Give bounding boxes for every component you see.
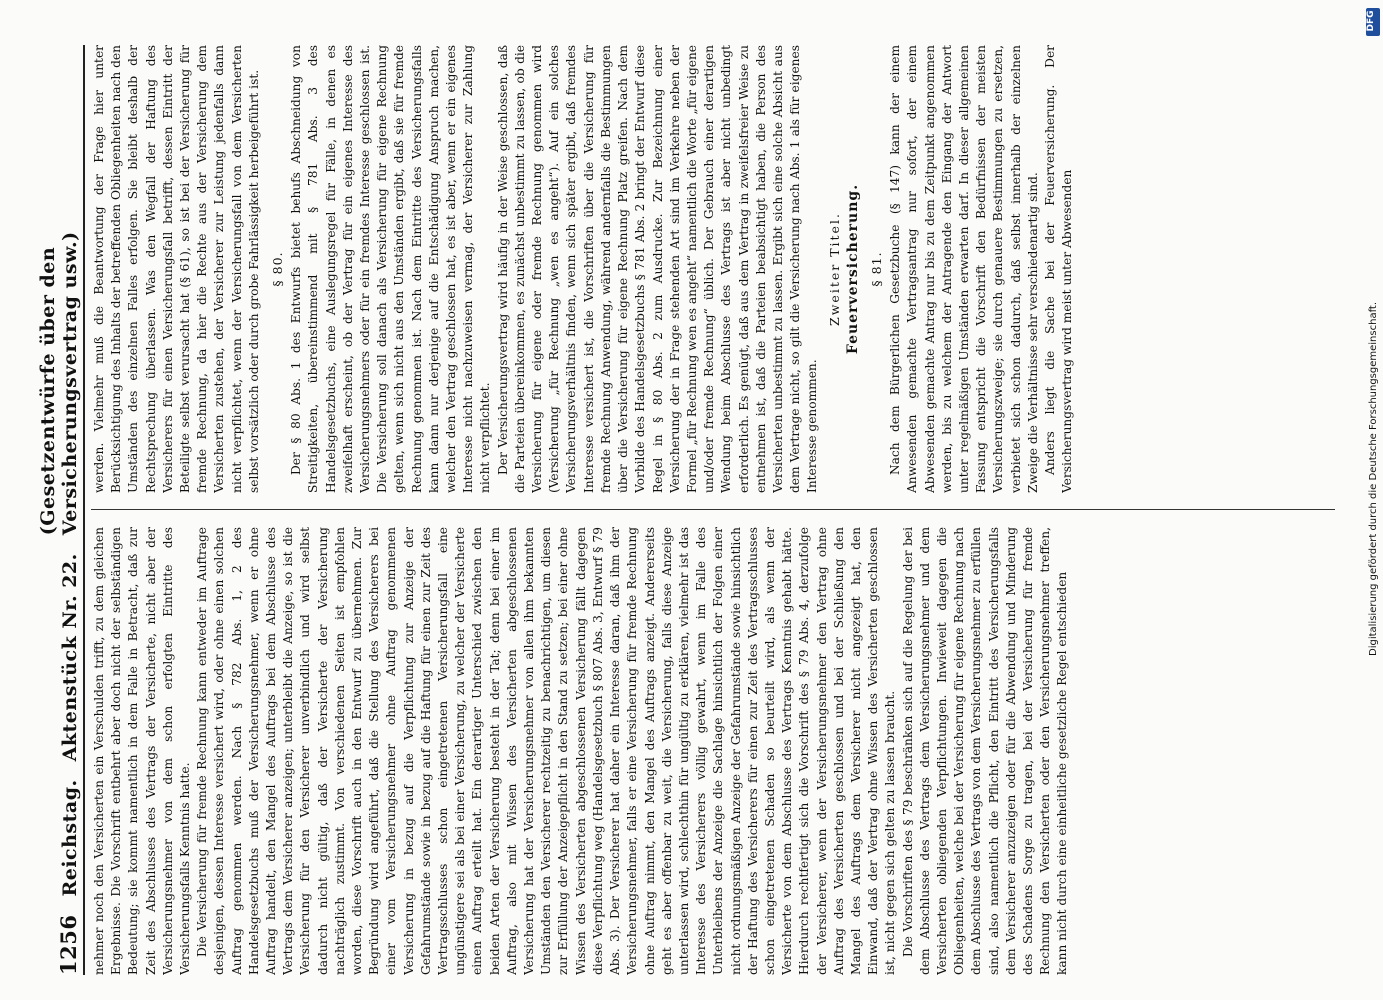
right-paragraph: Der § 80 Abs. 1 des Entwurfs bietet behufs Abschneidung von Streitigkeiten, übereinstimmend mit § 781 Abs. 3 des Handelsgesetzbuchs, eine Auslegungsregel für Fälle, in denen es zweifelhaft erscheint, ob der Vertrag für ein eigenes Interesse des Versicherungsnehmers oder für ein fremdes Interesse geschlossen ist. Die Versicherung soll danach als Versicherung für eigene Rechnung gelten, wenn sich nicht aus den Umständen ergibt, daß sie für fremde Rechnung genommen ist. Nach dem Eintritte des Versicherungsfalls kann dann nur derjenige auf die Entschädigung Anspruch machen, welcher den Vertrag geschlossen hat, es ist aber, wenn er ein eigenes Interesse nicht nachzuweisen vermag, der Versicherer zur Zahlung nicht verpflichtet. [289, 45, 493, 493]
left-paragraph: nehmer noch den Versicherten ein Verschulden trifft, zu dem gleichen Ergebnisse. Die Vorschrift entbehrt aber doch nicht der selbständigen Bedeutung; sie kommt namentlich in dem Falle in Betracht, daß zur Zeit des Abschlusses des Vertrags der Versicherte, nicht aber der Versicherungsnehmer von dem schon erfolgten Eintritte des Versicherungsfalls Kenntnis hatte. [92, 527, 193, 975]
sidebar-credit [1366, 8, 1382, 1000]
left-paragraph: Die Versicherung für fremde Rechnung kann entweder im Auftrage desjenigen, dessen Interesse versichert wird, oder ohne einen solchen Auftrag genommen werden. Nach § 782 Abs. 1, 2 des Handelsgesetzbuchs muß der Versicherungsnehmer, wenn er ohne Auftrag handelt, den Mangel des Auftrags bei dem Abschlusse des Vertrags dem Versicherer anzeigen; unterbleibt die Anzeige, so ist die Versicherung für den Versicherer unverbindlich und wird selbst dadurch nicht gültig, daß der Versicherte der Versicherung nachträglich zustimmt. Von verschiedenen Seiten ist empfohlen worden, diese Vorschrift auch in den Entwurf zu übernehmen. Zur Begründung wird angeführt, daß die Stellung des Versicherers bei einer vom Versicherungsnehmer ohne Auftrag genommenen Versicherung in bezug auf die Verpflichtung zur Anzeige der Gefahrumstände sowie in bezug auf die Haftung für einen zur Zeit des Vertragsschlusses schon eingetretenen Versicherungsfall eine ungünstigere sei als bei einer Versicherung, zu welcher der Versicherte einen Auftrag erteilt hat. Ein derartiger Unterschied zwischen den beiden Arten der Versicherung besteht in der Tat; denn bei einer im Auftrag, also mit Wissen des Versicherten abgeschlossenen Versicherung hat der Versicherungsnehmer von allen ihm bekannten Umständen den Versicherer rechtzeitig zu benachrichtigen, um diesen zur Erfüllung der Anzeigepflicht in den Stand zu setzen; bei einer ohne Wissen des Versicherten abgeschlossenen Versicherung fällt dagegen diese Verpflichtung weg (Handelsgesetzbuch § 807 Abs. 3, Entwurf § 79 Abs. 3). Der Versicherer hat daher ein Interesse daran, daß ihm der Versicherungsnehmer, falls er eine Versicherung für fremde Rechnung ohne Auftrag nimmt, den Mangel des Auftrags anzeigt. Andererseits geht es aber offenbar zu weit, die Versicherung, falls diese Anzeige unterlassen wird, schlechthin für ungültig zu erklären, vielmehr ist das Interesse des Versicherers völlig gewahrt, wenn im Falle des Unterbleibens der Anzeige die Sachlage hinsichtlich der Folgen einer nicht ordnungsmäßigen Anzeige der Gefahrumstände sowie hinsichtlich der Haftung des Versicherers für einen zur Zeit des Vertragsschlusses schon eingetretenen Schaden so beurteilt wird, als wenn der Versicherte von dem Abschlusse des Vertrags Kenntnis gehabt hätte. Hierdurch rechtfertigt sich die Vorschrift des § 79 Abs. 4, derzufolge der Versicherer, wenn der Versicherungsnehmer den Vertrag ohne Auftrag des Versicherten geschlossen und bei der Schließung den Mangel des Auftrags dem Versicherer nicht angezeigt hat, den Einwand, daß der Vertrag ohne Wissen des Versicherten geschlossen ist, nicht gegen sich gelten zu lassen braucht. [195, 527, 898, 975]
section-heading-81: § 81. [868, 251, 884, 287]
rotated-page-content [37, 45, 1335, 975]
left-column [91, 527, 1335, 975]
dfg-logo: DFG [1366, 8, 1380, 36]
page-number: 1256 [56, 914, 81, 975]
right-column [91, 45, 1335, 493]
header-rule [83, 45, 85, 975]
page-header [37, 45, 81, 975]
right-paragraph: Anders liegt die Sache bei der Feuerversicherung. Der Versicherungsvertrag wird meist unter Abwesenden [1042, 45, 1075, 493]
header-document: Aktenstück Nr. 22. [59, 553, 81, 762]
right-paragraph: werden. Vielmehr muß die Beantwortung der Frage hier unter Berücksichtigung des Inhalts der betreffenden Obliegenheiten nach den Umständen des einzelnen Falles erfolgen. Sie bleibt deshalb der Rechtsprechung überlassen. Was den Wegfall der Haftung des Versicherers für einen Versicherungsfall betrifft, dessen Eintritt der Beteiligte selbst verursacht hat (§ 61), so ist bei der Versicherung für fremde Rechnung, da hier die Rechte aus der Versicherung dem Versicherten zustehen, der Versicherer zur Leistung jedenfalls dann nicht verpflichtet, wenn der Versicherungsfall von dem Versicherten selbst vorsätzlich oder durch grobe Fahrlässigkeit herbeigeführt ist. [92, 45, 261, 493]
section-heading-80: § 80. [270, 251, 286, 287]
header-body: Reichstag. [59, 779, 81, 897]
title-subject: Feuerversicherung. [844, 183, 861, 355]
title-heading: Zweiter Titel. [826, 212, 842, 326]
column-separator [91, 509, 1335, 510]
right-paragraph: Nach dem Bürgerlichen Gesetzbuche (§ 147) kann der einem Anwesenden gemachte Vertragsantrag nur sofort, der einem Abwesenden gemachte Antrag nur bis zu dem Zeitpunkt angenommen werden, bis zu welchem der Antragende den Eingang der Antwort unter regelmäßigen Umständen erwarten darf. In dieser allgemeinen Fassung entspricht die Vorschrift den Bedürfnissen der meisten Versicherungszweige; sie durch genauere Bestimmungen zu ersetzen, verbietet sich schon dadurch, daß selbst innerhalb der einzelnen Zweige die Verhältnisse sehr verschiedenartig sind. [888, 45, 1040, 493]
right-paragraph: Der Versicherungsvertrag wird häufig in der Weise geschlossen, daß die Parteien übereinkommen, es zunächst unbestimmt zu lassen, ob die Versicherung für eigene oder fremde Rechnung genommen wird (Versicherung „für Rechnung „wen es angeht“). Auf ein solches Versicherungsverhältnis finden, wenn sich später ergibt, daß fremdes Interesse versichert ist, die Vorschriften über die Versicherung für fremde Rechnung Anwendung, während andernfalls die Bestimmungen über die Versicherung für eigene Rechnung Platz greifen. Nach dem Vorbilde des Handelsgesetzbuchs § 781 Abs. 2 bringt der Entwurf diese Regel in § 80 Abs. 2 zum Ausdrucke. Zur Bezeichnung einer Versicherung der in Frage stehenden Art sind im Verkehre neben der Formel „für Rechnung wen es angeht“ namentlich die Worte „für eigene und/oder fremde Rechnung“ üblich. Der Gebrauch einer derartigen Wendung beim Abschlusse des Vertrags ist aber nicht unbedingt erforderlich. Es genügt, daß aus dem Vertrag in zweifelsfreier Weise zu entnehmen ist, daß die Parteien beabsichtigt haben, die Person des Versicherten unbestimmt zu lassen. Ergibt sich eine solche Absicht aus dem Vertrage nicht, so gilt die Versicherung nach Abs. 1 als für eigenes Interesse genommen. [495, 45, 820, 493]
header-topic: (Gesetzentwürfe über den Versicherungsvertrag usw.) [37, 231, 81, 536]
credit-text: Digitalisierung gefördert durch die Deutsche Forschungsgemeinschaft. [1368, 301, 1379, 656]
left-paragraph: Die Vorschriften des § 79 beschränken sich auf die Regelung der bei dem Abschlusse des Vertrags dem Versicherungsnehmer und dem Versicherten obliegenden Verpflichtungen. Inwieweit dagegen die Obliegenheiten, welche bei der Versicherung für eigene Rechnung nach dem Abschlusse des Vertrags von dem Versicherungsnehmer zu erfüllen sind, also namentlich die Pflicht, den Eintritt des Versicherungsfalls dem Versicherer anzuzeigen oder für die Abwendung und Minderung des Schadens Sorge zu tragen, bei der Versicherung für fremde Rechnung den Versicherten oder den Versicherungsnehmer treffen, kann nicht durch eine einheitliche gesetzliche Regel entschieden [900, 527, 1070, 975]
